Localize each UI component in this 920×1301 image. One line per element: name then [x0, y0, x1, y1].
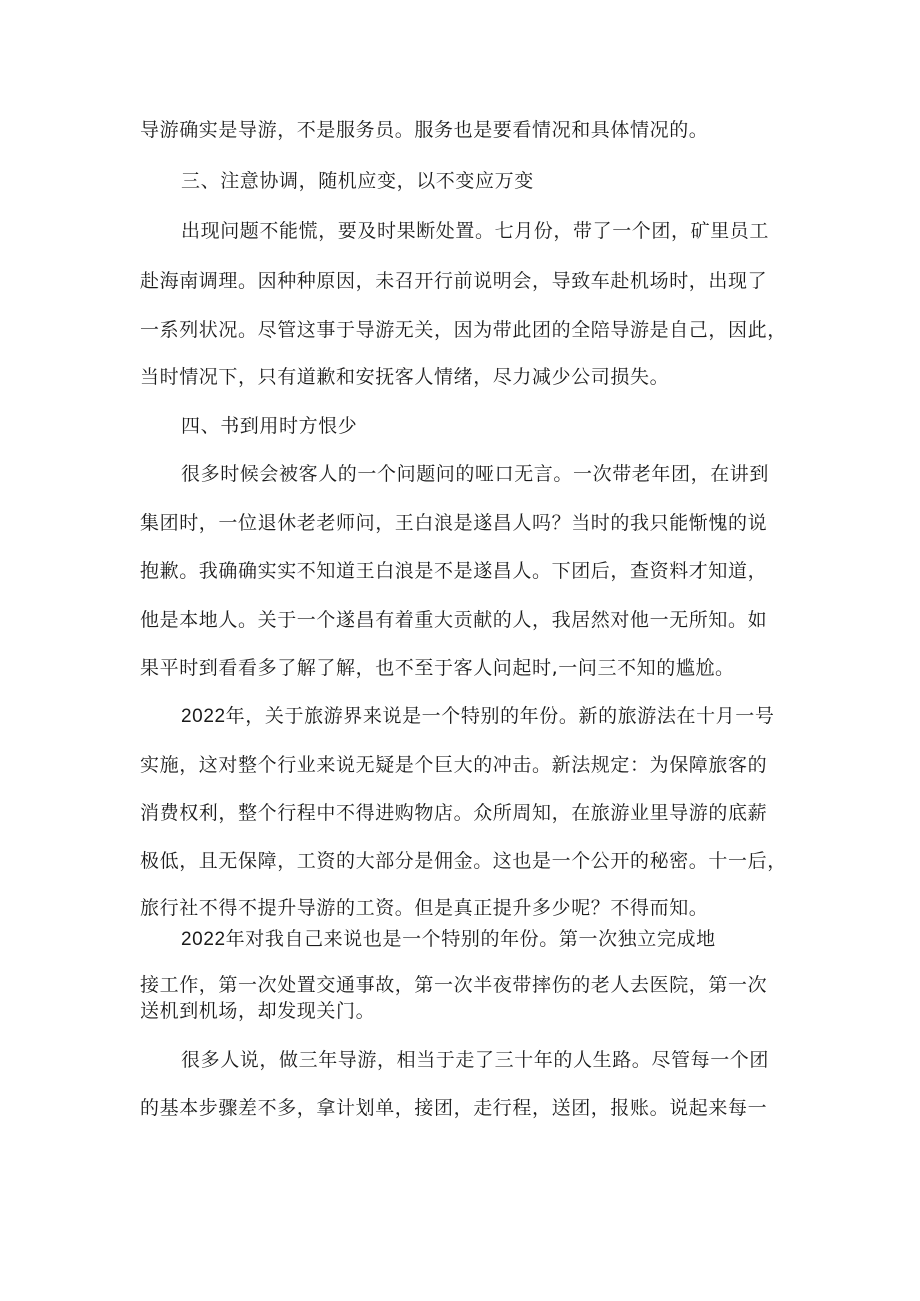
paragraph-line: 的基本步骤差不多，拿计划单，接团，走行程，送团，报账。说起来每一 — [140, 1097, 768, 1119]
paragraph-line: 一系列状况。尽管这事于导游无关，因为带此团的全陪导游是自己，因此， — [140, 319, 787, 341]
paragraph-line: 很多人说，做三年导游，相当于走了三十年的人生路。尽管每一个团 — [181, 1049, 770, 1071]
paragraph-line: 果平时到看看多了解了解，也不至于客人问起时,一问三不知的尴尬。 — [140, 657, 735, 679]
paragraph-line: 很多时候会被客人的一个问题问的哑口无言。一次带老年团，在讲到 — [181, 463, 770, 485]
section-heading: 四、书到用时方恨少 — [181, 415, 358, 437]
paragraph-line: 赴海南调理。因种种原因，未召开行前说明会，导致车赴机场时，出现了 — [140, 270, 768, 292]
paragraph-line: 旅行社不得不提升导游的工资。但是真正提升多少呢？不得而知。 — [140, 897, 709, 919]
paragraph-line: 2022年，关于旅游界来说是一个特别的年份。新的旅游法在十月一号 — [181, 706, 775, 727]
paragraph-line: 送机到机场，却发现关门。 — [140, 1000, 376, 1022]
paragraph-line: 抱歉。我确确实实不知道王白浪是不是遂昌人。下团后，查资料才知道， — [140, 560, 768, 582]
paragraph-line: 导游确实是导游，不是服务员。服务也是要看情况和具体情况的。 — [140, 119, 709, 141]
paragraph-line: 他是本地人。关于一个遂昌有着重大贡献的人，我居然对他一无所知。如 — [140, 609, 768, 631]
paragraph-line: 出现问题不能慌，要及时果断处置。七月份，带了一个团，矿里员工 — [181, 220, 770, 242]
paragraph-line: 接工作，第一次处置交通事故，第一次半夜带摔伤的老人去医院，第一次 — [140, 974, 768, 996]
paragraph-line: 集团时，一位退休老老师问，王白浪是遂昌人吗？当时的我只能惭愧的说 — [140, 512, 768, 534]
paragraph-line: 极低，且无保障，工资的大部分是佣金。这也是一个公开的秘密。十一后， — [140, 850, 787, 872]
paragraph-line: 消费权利，整个行程中不得进购物店。众所周知，在旅游业里导游的底薪 — [140, 802, 768, 824]
section-heading: 三、注意协调，随机应变，以不变应万变 — [181, 170, 534, 192]
paragraph-line: 当时情况下，只有道歉和安抚客人情绪，尽力减少公司损失。 — [140, 366, 670, 388]
paragraph-line: 2022年对我自己来说也是一个特别的年份。第一次独立完成地 — [181, 929, 716, 950]
paragraph-line: 实施，这对整个行业来说无疑是个巨大的冲击。新法规定：为保障旅客的 — [140, 754, 768, 776]
